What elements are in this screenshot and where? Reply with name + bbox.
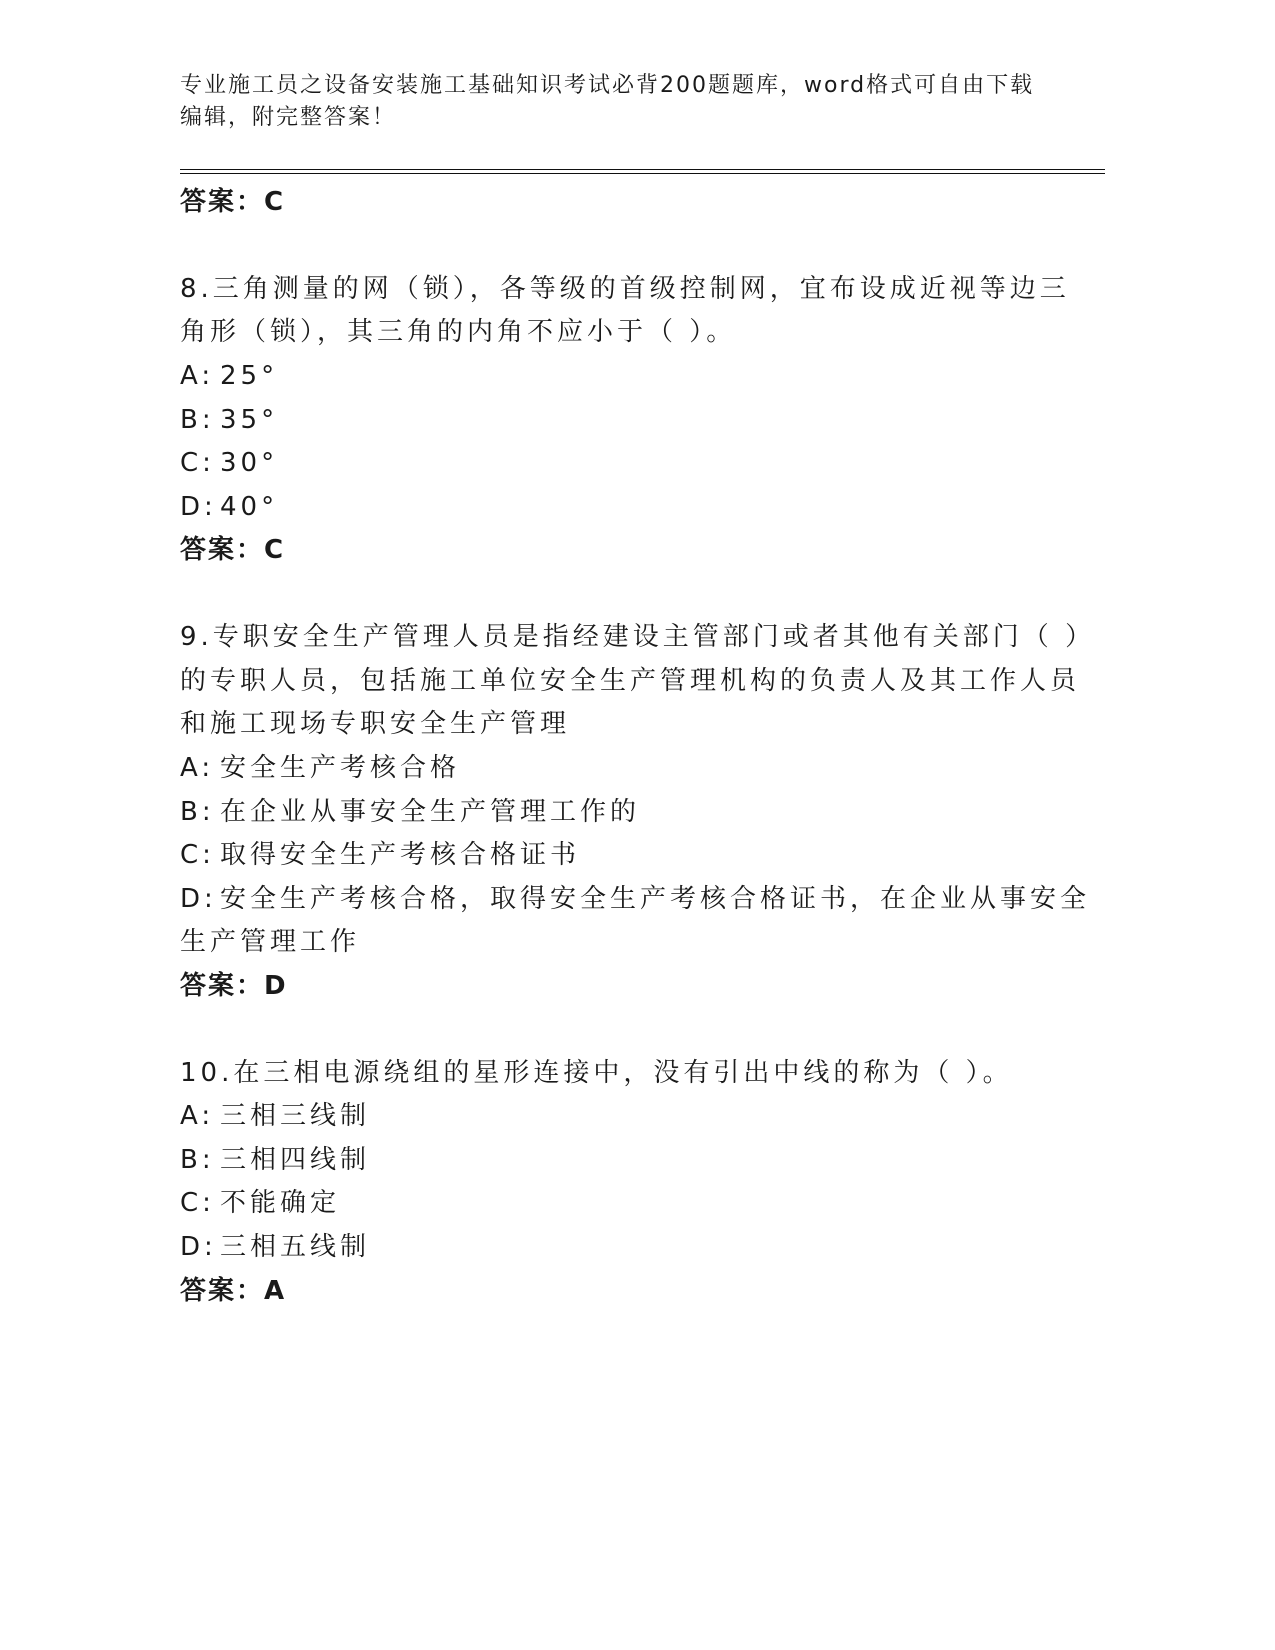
question-9-stem-line-1: 9.专职安全生产管理人员是指经建设主管部门或者其他有关部门（ ） bbox=[180, 622, 1096, 652]
question-10-option-b bbox=[180, 1144, 370, 1176]
question-10-stem-line-1: 10.在三相电源绕组的星形连接中，没有引出中线的称为（ ）。 bbox=[180, 1058, 1013, 1088]
question-9-answer: 答案：D bbox=[180, 971, 288, 1001]
previous-answer: 答案：C bbox=[180, 187, 286, 217]
option-text: 25° bbox=[220, 361, 279, 391]
question-8-option-b bbox=[180, 404, 278, 436]
question-8-answer: 答案：C bbox=[180, 535, 286, 565]
option-label: A: bbox=[180, 1101, 215, 1131]
option-text: 30° bbox=[220, 448, 279, 478]
option-label: D: bbox=[180, 492, 217, 522]
question-9-stem-line-2: 的专职人员，包括施工单位安全生产管理机构的负责人及其工作人员 bbox=[180, 666, 1081, 696]
option-text: 三相五线制 bbox=[220, 1232, 371, 1262]
question-9-option-a bbox=[180, 752, 460, 784]
question-10-option-c bbox=[180, 1187, 340, 1219]
option-text: 40° bbox=[220, 492, 279, 522]
header-line-1: 专业施工员之设备安装施工基础知识考试必背200题题库，word格式可自由下载 bbox=[180, 73, 1035, 98]
option-text: 在企业从事安全生产管理工作的 bbox=[220, 797, 641, 827]
question-8-option-c bbox=[180, 447, 278, 479]
option-label: B: bbox=[180, 405, 215, 435]
question-9-option-d bbox=[180, 883, 1090, 915]
option-label: D: bbox=[180, 884, 217, 914]
question-9-option-d-continuation: 生产管理工作 bbox=[180, 927, 361, 957]
question-8-option-d bbox=[180, 491, 278, 523]
option-text: 三相三线制 bbox=[220, 1101, 371, 1131]
option-text: 安全生产考核合格，取得安全生产考核合格证书，在企业从事安全 bbox=[220, 884, 1091, 914]
option-text: 取得安全生产考核合格证书 bbox=[220, 840, 581, 870]
question-10-option-d bbox=[180, 1231, 370, 1263]
question-9-stem-line-3: 和施工现场专职安全生产管理 bbox=[180, 709, 571, 739]
option-label: D: bbox=[180, 1232, 217, 1262]
question-9-option-c bbox=[180, 839, 580, 871]
question-8-stem-line-2: 角形（锁），其三角的内角不应小于（ ）。 bbox=[180, 317, 737, 347]
question-8-option-a bbox=[180, 360, 278, 392]
option-text: 三相四线制 bbox=[220, 1145, 371, 1175]
header-divider-bottom bbox=[180, 173, 1105, 174]
header-divider-top bbox=[180, 169, 1105, 170]
option-text: 安全生产考核合格 bbox=[220, 753, 461, 783]
option-label: C: bbox=[180, 840, 215, 870]
document-header bbox=[180, 70, 1080, 134]
option-label: A: bbox=[180, 753, 215, 783]
question-10-option-a bbox=[180, 1100, 370, 1132]
option-text: 35° bbox=[220, 405, 279, 435]
option-text: 不能确定 bbox=[220, 1188, 341, 1218]
question-9-option-b bbox=[180, 796, 640, 828]
option-label: A: bbox=[180, 361, 215, 391]
option-label: B: bbox=[180, 797, 215, 827]
option-label: C: bbox=[180, 448, 215, 478]
option-label: B: bbox=[180, 1145, 215, 1175]
header-line-2: 编辑，附完整答案！ bbox=[180, 105, 397, 130]
option-label: C: bbox=[180, 1188, 215, 1218]
question-10-answer: 答案：A bbox=[180, 1276, 287, 1306]
question-8-stem-line-1: 8.三角测量的网（锁），各等级的首级控制网，宜布设成近视等边三 bbox=[180, 274, 1070, 304]
